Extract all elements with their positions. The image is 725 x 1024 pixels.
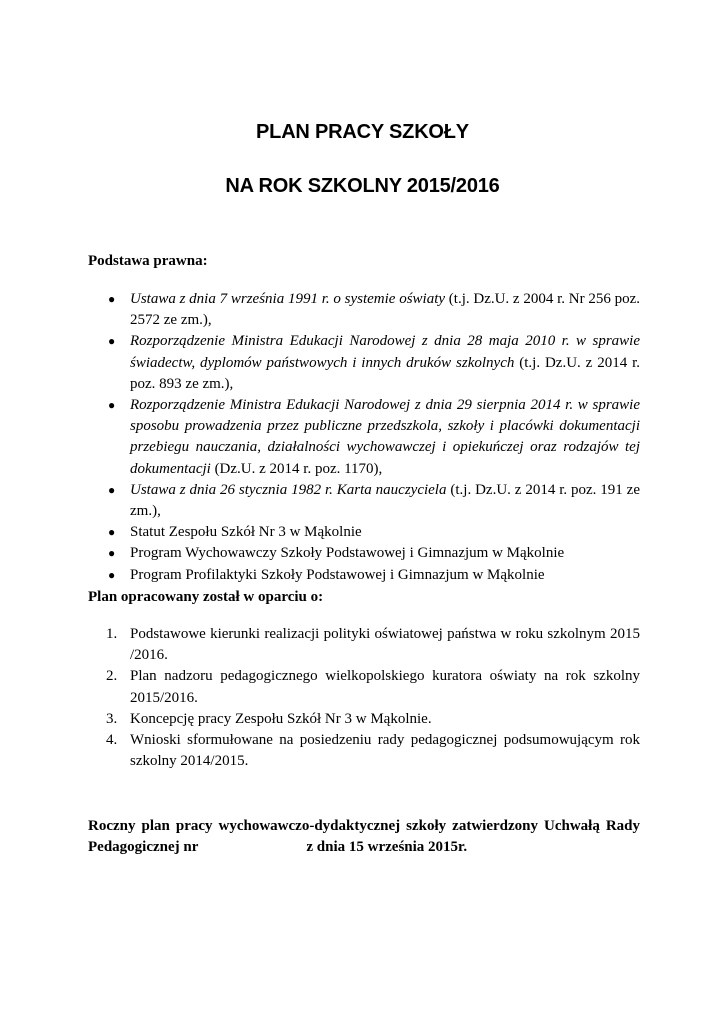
item-text: Podstawowe kierunki realizacji polityki oświatowej państwa w roku szkolnym 2015 /2016.: [130, 626, 640, 664]
list-item: [88, 395, 640, 480]
item-text: Wnioski sformułowane na posiedzeniu rady pedagogicznej podsumowującym rok szkolny 2014/2015.: [130, 732, 640, 770]
legal-act-title: Rozporządzenie Ministra Edukacji Narodowej z dnia 29 sierpnia 2014 r. w sprawie sposobu prowadzenia przez publiczne przedszkola, szkoły i placówki dokumentacji przebiegu nauczania, działalności wychowawczej i opiekuńczej oraz rodzajów tej dokumentacji: [130, 397, 640, 477]
legal-act-title: Rozporządzenie Ministra Edukacji Narodowej z dnia 28 maja 2010 r. w sprawie świadectw, dyplomów państwowych i innych druków szkolnych: [130, 333, 640, 371]
bullet-icon: ●: [108, 482, 116, 497]
list-item: [88, 624, 640, 666]
list-item: [88, 331, 640, 395]
legal-basis-list: [88, 289, 640, 586]
item-number: 1.: [106, 626, 118, 642]
legal-act-title: Ustawa z dnia 26 stycznia 1982 r. Karta nauczyciela: [130, 481, 447, 498]
based-on-list: [88, 624, 640, 772]
bullet-icon: ●: [108, 334, 116, 349]
document-title: PLAN PRACY SZKOŁY: [256, 121, 469, 143]
list-item: [88, 565, 640, 586]
item-number: 2.: [106, 668, 118, 685]
bullet-icon: ●: [108, 398, 116, 413]
item-number: 4.: [106, 732, 118, 749]
approval-note: [88, 816, 640, 858]
resolution-label: Pedagogicznej nr: [88, 839, 199, 856]
legal-act-citation: (t.j. Dz.U. z 2014 r. poz. 893 ze zm.),: [130, 354, 640, 392]
legal-basis-heading: Podstawa prawna:: [88, 253, 208, 269]
item-text: Koncepcję pracy Zespołu Szkół Nr 3 w Mąkolnie.: [130, 710, 432, 727]
item-number: 3.: [106, 710, 118, 727]
legal-act-citation: (t.j. Dz.U. z 2004 r. Nr 256 poz. 2572 ze zm.),: [130, 291, 641, 329]
document-subtitle: NA ROK SZKOLNY 2015/2016: [225, 175, 500, 197]
bullet-icon: ●: [108, 567, 116, 582]
approval-line-2: [88, 837, 640, 858]
list-item: [88, 730, 640, 772]
item-text: Plan nadzoru pedagogicznego wielkopolskiego kuratora oświaty na rok szkolny 2015/2016.: [130, 668, 640, 706]
legal-act-citation: (t.j. Dz.U. z 2014 r. poz. 191 ze zm.),: [130, 481, 640, 520]
legal-act-citation: Program Wychowawczy Szkoły Podstawowej i Gimnazjum w Mąkolnie: [130, 545, 565, 562]
list-item: [88, 709, 640, 730]
legal-act-citation: Statut Zespołu Szkół Nr 3 w Mąkolnie: [130, 524, 362, 541]
bullet-icon: ●: [108, 292, 116, 306]
list-item: [88, 522, 640, 543]
legal-act-citation: Program Profilaktyki Szkoły Podstawowej i Gimnazjum w Mąkolnie: [130, 566, 545, 583]
list-item: [88, 480, 640, 522]
based-on-heading: Plan opracowany został w oparciu o:: [88, 589, 324, 605]
list-item: [88, 666, 640, 708]
list-item: [88, 289, 640, 331]
approval-line-1: Roczny plan pracy wychowawczo-dydaktycznej szkoły zatwierdzony Uchwałą Rady: [88, 818, 640, 834]
bullet-icon: ●: [108, 525, 116, 540]
bullet-icon: ●: [108, 546, 116, 561]
list-item: [88, 543, 640, 564]
legal-act-citation: (Dz.U. z 2014 r. poz. 1170),: [210, 460, 383, 477]
legal-act-title: Ustawa z dnia 7 września 1991 r. o systemie oświaty: [130, 291, 446, 307]
approval-date: z dnia 15 września 2015r.: [306, 839, 468, 856]
